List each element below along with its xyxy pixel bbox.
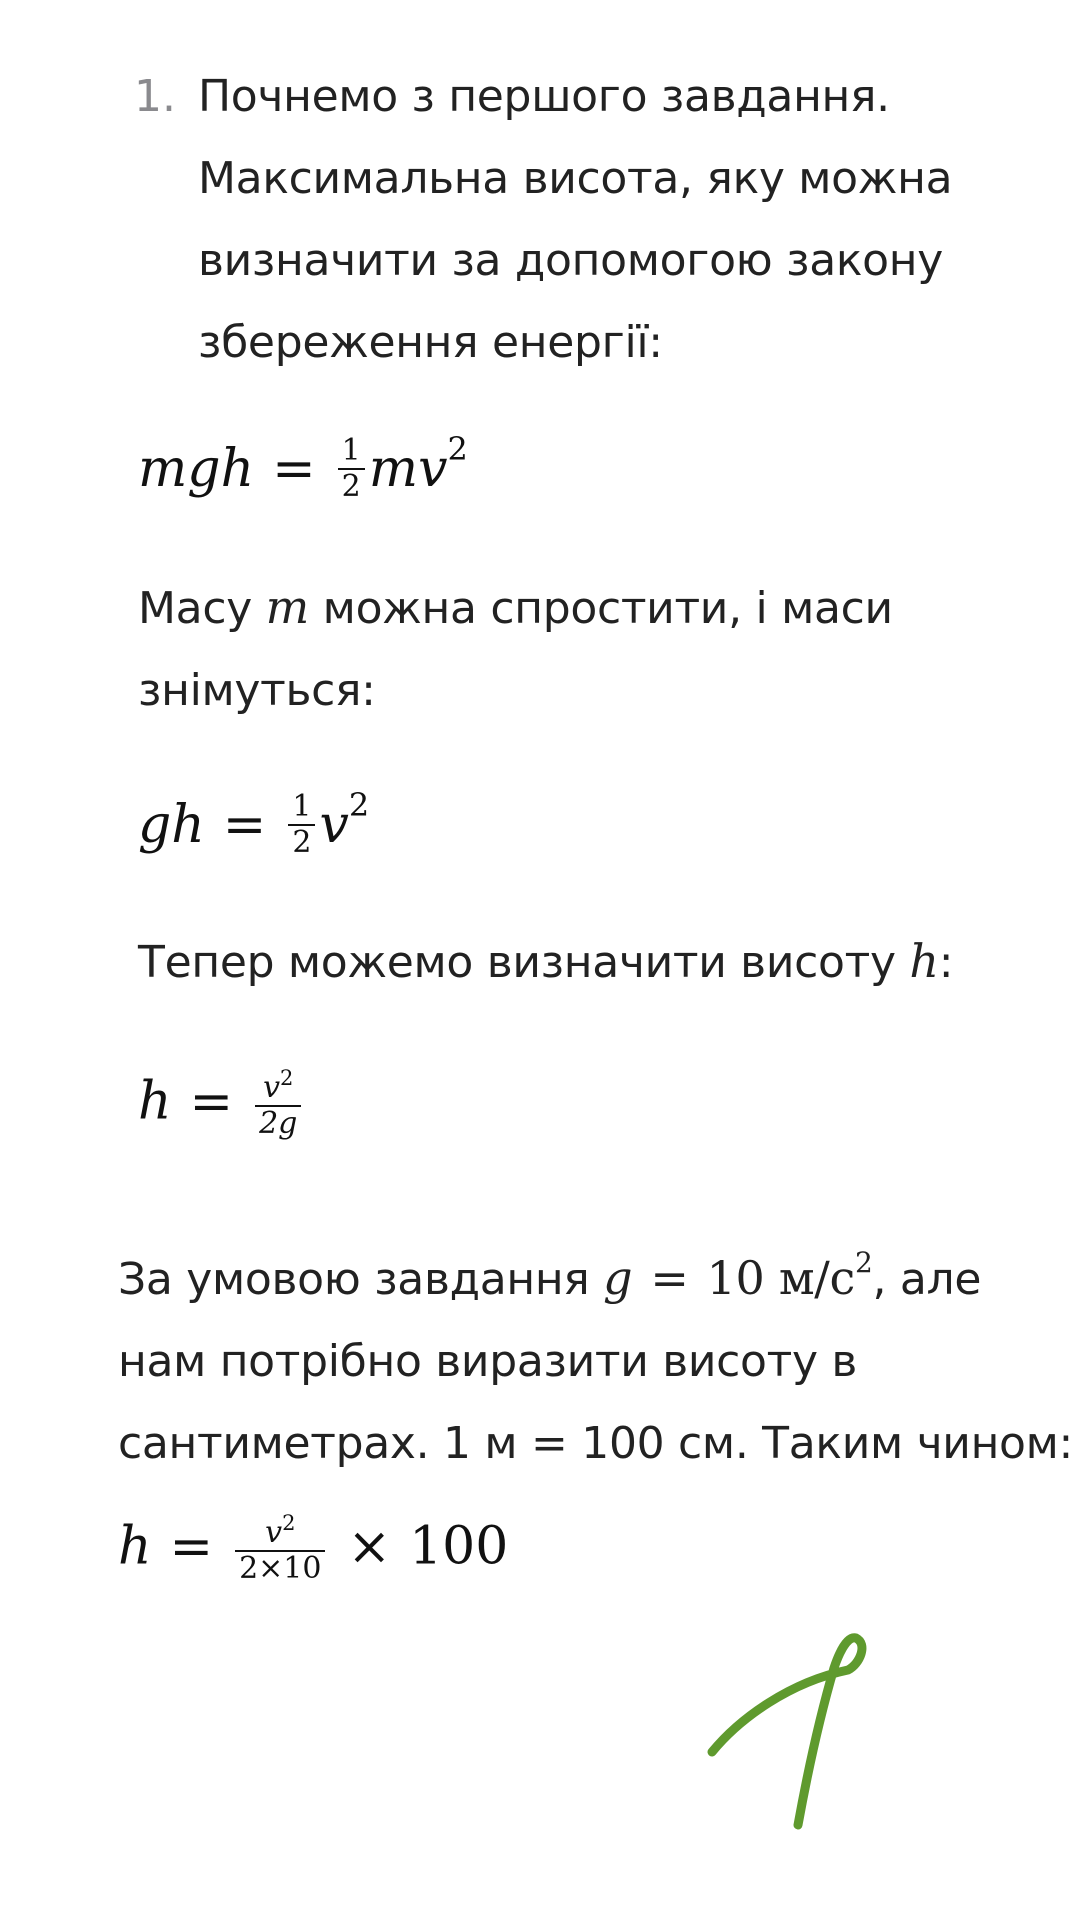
eq3-num-exp: 2 <box>280 1066 294 1090</box>
paragraph-mass-cancel <box>138 566 893 732</box>
eq1-frac-num: 1 <box>338 434 365 470</box>
eq1-exponent: 2 <box>447 430 468 468</box>
eq2-lhs: gh <box>138 795 205 855</box>
eq3-num-base: v <box>263 1070 281 1105</box>
equation-energy-conservation <box>138 430 468 508</box>
eq3-lhs: h <box>138 1071 172 1132</box>
inline-g-value <box>603 1246 873 1305</box>
para4-text-a: За умовою завдання <box>118 1254 604 1305</box>
para2-text-a: Масу <box>138 583 266 634</box>
para2-line-2: знімуться: <box>138 665 376 716</box>
eq4-factor: 100 <box>409 1516 509 1577</box>
paragraph-units <box>118 1222 1073 1485</box>
inline-var-g: g <box>603 1251 633 1305</box>
eq4-frac-num <box>235 1506 325 1552</box>
list-line-1: Почнемо з першого завдання. <box>198 71 890 122</box>
eq1-frac-den: 2 <box>341 468 361 504</box>
list-item-text <box>198 56 952 384</box>
list-line-2: Максимальна висота, яку можна <box>198 153 953 204</box>
list-line-3: визначити за допомогою закону <box>198 235 943 286</box>
eq2-exponent: 2 <box>348 786 370 824</box>
equation-simplified <box>138 786 369 864</box>
eq3-frac-num <box>255 1061 301 1107</box>
list-number: 1. <box>134 71 176 122</box>
eq3-frac-den: 2g <box>259 1106 298 1141</box>
eq4-times: × <box>347 1516 392 1577</box>
inline-unit: м/с <box>778 1251 855 1305</box>
eq1-rhs: mv <box>368 439 448 499</box>
handwritten-checkmark-icon <box>700 1620 880 1840</box>
eq4-num-exp: 2 <box>282 1511 296 1535</box>
para2-line-1 <box>138 566 893 650</box>
eq1-lhs: mgh <box>138 439 255 499</box>
eq4-num-base: v <box>265 1515 283 1550</box>
eq3-fraction <box>255 1061 301 1141</box>
eq2-frac-num: 1 <box>288 790 315 826</box>
para2-text-b: можна спростити, і маси <box>308 583 893 634</box>
eq2-rhs: v <box>319 795 349 855</box>
eq4-fraction <box>235 1506 325 1586</box>
eq1-equals: = <box>272 439 316 499</box>
equation-height <box>138 1065 305 1145</box>
checkmark-stroke <box>712 1638 862 1825</box>
inline-var-m: m <box>265 580 309 634</box>
inline-equals: = <box>650 1251 689 1305</box>
eq4-frac-den: 2×10 <box>239 1551 322 1586</box>
inline-var-h: h <box>909 934 939 988</box>
eq4-lhs: h <box>118 1516 152 1577</box>
eq2-frac-den: 2 <box>292 824 312 860</box>
para4-line-2: нам потрібно виразити висоту в <box>118 1336 858 1387</box>
list-line-4: збереження енергії: <box>198 317 663 368</box>
paragraph-find-height <box>138 920 953 1004</box>
eq1-fraction <box>338 434 365 504</box>
para4-text-b: , але <box>872 1254 982 1305</box>
inline-value: 10 <box>706 1251 765 1305</box>
eq2-fraction <box>288 790 315 860</box>
inline-unit-exp: 2 <box>854 1246 873 1279</box>
para4-line-1 <box>118 1222 1073 1321</box>
para3-tail: : <box>938 937 954 988</box>
eq3-equals: = <box>189 1071 234 1132</box>
eq4-equals: = <box>169 1516 214 1577</box>
equation-height-cm <box>118 1510 508 1590</box>
para4-line-3: сантиметрах. 1 м = 100 см. Таким чином: <box>118 1418 1074 1469</box>
eq2-equals: = <box>222 795 267 855</box>
para3-text: Тепер можемо визначити висоту <box>138 937 910 988</box>
